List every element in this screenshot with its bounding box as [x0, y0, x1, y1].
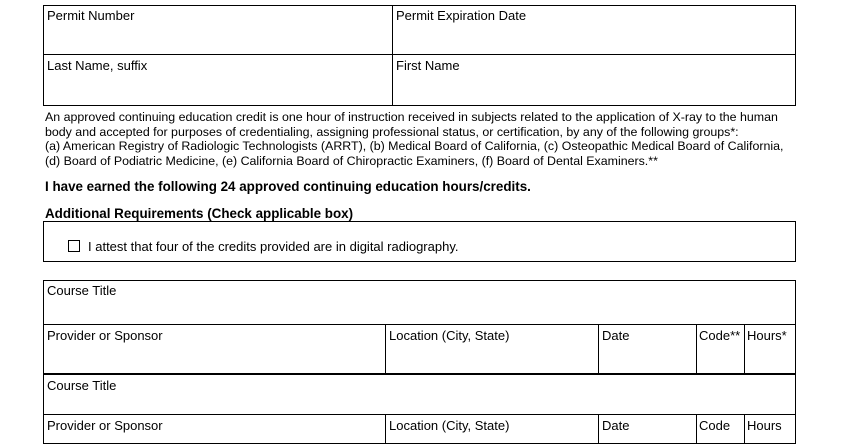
permit-expiration-field[interactable]: [394, 24, 795, 53]
earned-statement: I have earned the following 24 approved continuing education hours/credits.: [45, 179, 531, 194]
location-label: Location (City, State): [389, 328, 510, 343]
code-label: Code: [699, 418, 731, 433]
location-label: Location (City, State): [389, 418, 510, 433]
provider-label: Provider or Sponsor: [47, 418, 163, 433]
intro-paragraph: [45, 110, 825, 168]
course-title-field[interactable]: [44, 299, 795, 323]
digital-radiography-checkbox[interactable]: [68, 240, 80, 252]
code-field[interactable]: [698, 344, 743, 373]
intro-line: (d) Board of Podiatric Medicine, (e) California Board of Chiropractic Examiners, (f) Board of Dental Examiners.**: [45, 153, 658, 168]
intro-line: body and accepted for purposes of credentialing, assigning professional status, or certification, by any of the following groups*:: [45, 124, 739, 139]
course-entry-2-col-divider: [385, 414, 386, 444]
hours-label: Hours*: [747, 328, 787, 343]
last-name-label: Last Name, suffix: [47, 58, 148, 73]
date-label: Date: [602, 328, 630, 343]
course-entry-1-divider: [43, 324, 796, 325]
hours-field[interactable]: [746, 344, 795, 373]
course-title-field[interactable]: [44, 394, 795, 413]
permit-info-divider: [392, 5, 393, 106]
course-title-label: Course Title: [47, 378, 117, 393]
hours-label: Hours: [747, 418, 782, 433]
permit-number-field[interactable]: [44, 24, 391, 53]
attest-label: I attest that four of the credits provided are in digital radiography.: [88, 239, 459, 254]
course-entry-2-col-divider: [696, 414, 697, 444]
permit-expiration-label: Permit Expiration Date: [396, 8, 527, 23]
intro-line: An approved continuing education credit is one hour of instruction received in subjects related to the application of X-ray to the human: [45, 110, 778, 124]
provider-field[interactable]: [44, 344, 384, 373]
course-entry-2-col-divider: [744, 414, 745, 444]
permit-number-label: Permit Number: [47, 8, 135, 23]
permit-info-row-divider: [43, 54, 796, 55]
last-name-field[interactable]: [44, 74, 391, 105]
location-field[interactable]: [387, 344, 597, 373]
course-entry-1-col-divider: [744, 324, 745, 374]
code-label: Code**: [699, 328, 741, 343]
course-entry-1-col-divider: [385, 324, 386, 374]
first-name-label: First Name: [396, 58, 460, 73]
additional-requirements-heading: Additional Requirements (Check applicable box): [45, 206, 354, 221]
intro-line: (a) American Registry of Radiologic Technologists (ARRT), (b) Medical Board of California, (c) Osteopathic Medical Board of California,: [45, 139, 784, 153]
course-entry-2-col-divider: [598, 414, 599, 444]
date-field[interactable]: [600, 344, 695, 373]
date-label: Date: [602, 418, 630, 433]
course-entry-1-col-divider: [598, 324, 599, 374]
course-entry-1-col-divider: [696, 324, 697, 374]
course-entry-2-divider: [43, 414, 796, 415]
first-name-field[interactable]: [394, 74, 795, 105]
provider-label: Provider or Sponsor: [47, 328, 163, 343]
course-title-label: Course Title: [47, 283, 117, 298]
